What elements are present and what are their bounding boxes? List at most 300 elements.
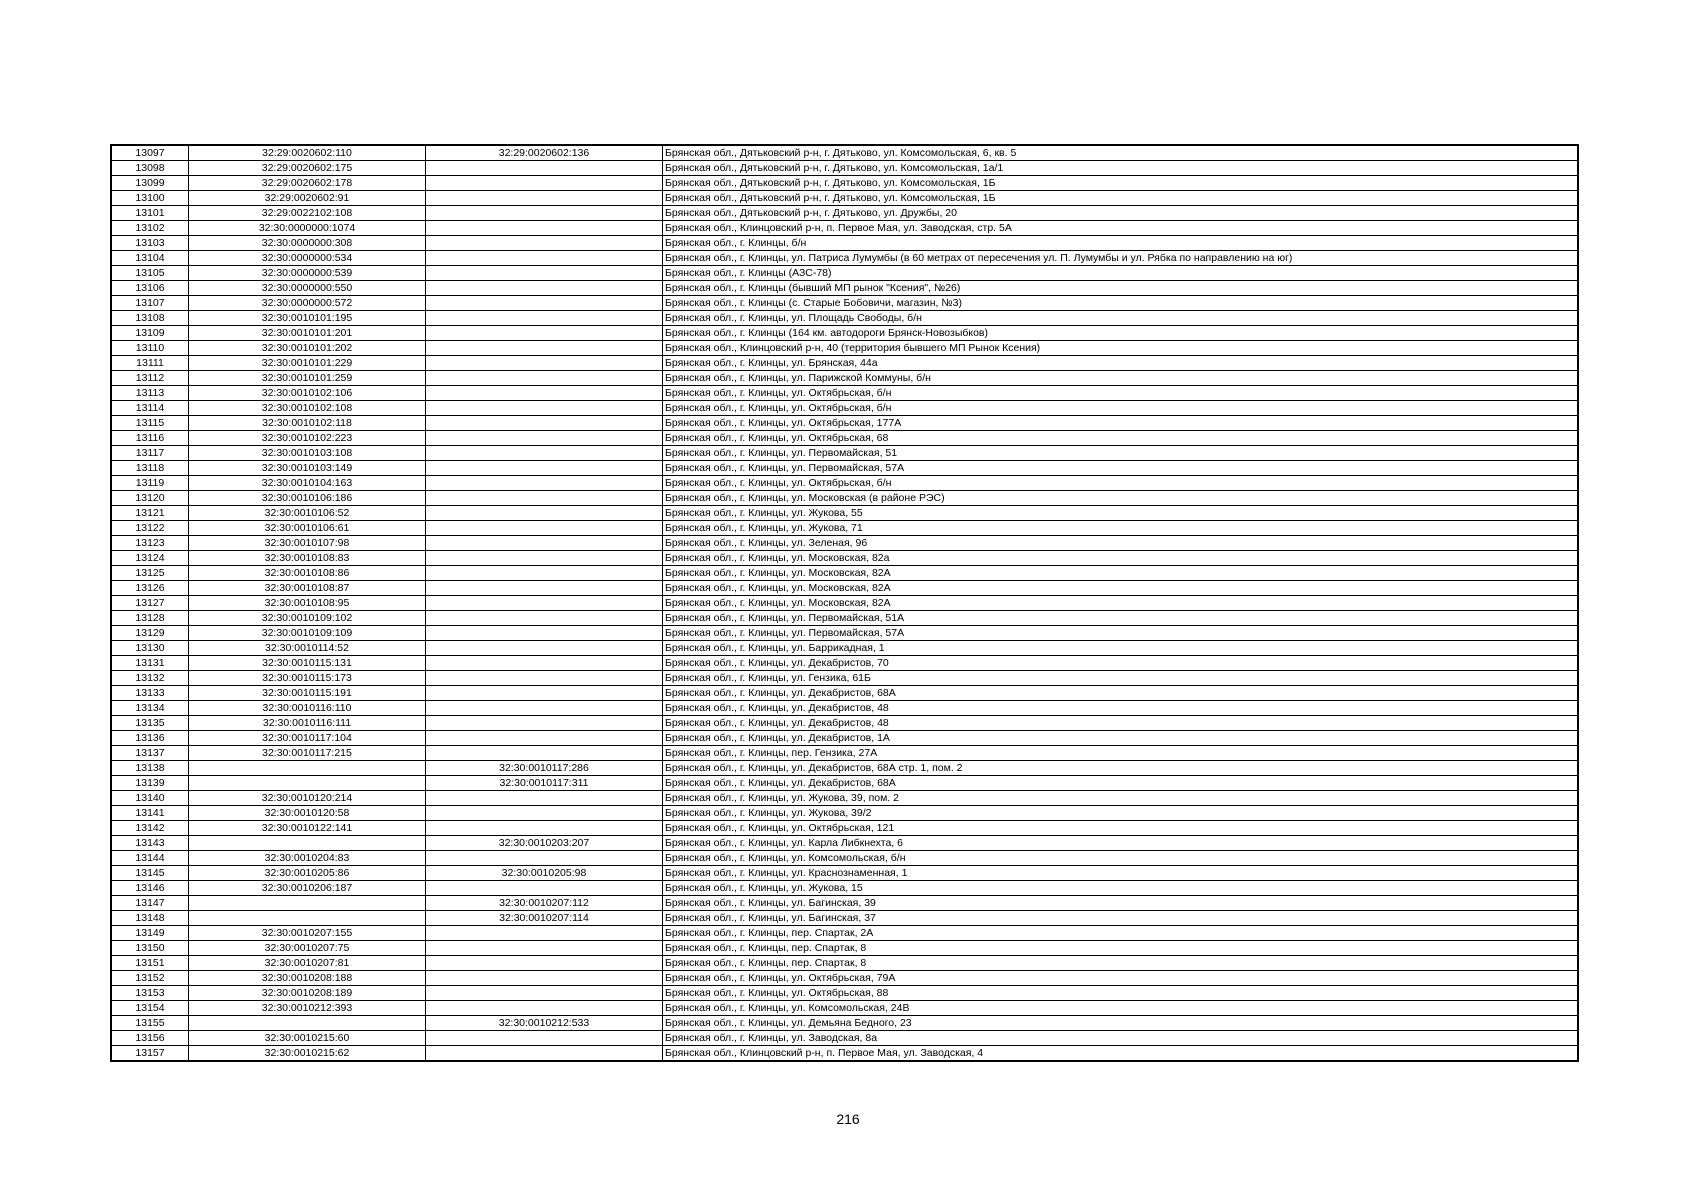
address-cell: Брянская обл., г. Клинцы (бывший МП рынок "Ксения", №26): [663, 281, 1579, 296]
related-cadastral-number-cell: [426, 971, 663, 986]
cadastral-number-cell: 32:30:0010120:58: [189, 806, 426, 821]
row-number-cell: 13137: [111, 746, 189, 761]
cadastral-number-cell: 32:30:0010106:186: [189, 491, 426, 506]
address-cell: Брянская обл., г. Клинцы, ул. Площадь Свободы, б/н: [663, 311, 1579, 326]
address-cell: Брянская обл., г. Клинцы, ул. Багинская, 39: [663, 896, 1579, 911]
address-cell: Брянская обл., Дятьковский р-н, г. Дятьково, ул. Комсомольская, 1Б: [663, 191, 1579, 206]
cadastral-number-cell: 32:30:0010120:214: [189, 791, 426, 806]
table-row: [111, 341, 1578, 356]
table-row: [111, 191, 1578, 206]
row-number-cell: 13144: [111, 851, 189, 866]
related-cadastral-number-cell: [426, 371, 663, 386]
row-number-cell: 13121: [111, 506, 189, 521]
related-cadastral-number-cell: [426, 941, 663, 956]
address-cell: Брянская обл., г. Клинцы, ул. Брянская, 44а: [663, 356, 1579, 371]
address-cell: Брянская обл., г. Клинцы (АЗС-78): [663, 266, 1579, 281]
address-cell: Брянская обл., г. Клинцы, ул. Гензика, 61Б: [663, 671, 1579, 686]
related-cadastral-number-cell: [426, 956, 663, 971]
related-cadastral-number-cell: [426, 491, 663, 506]
related-cadastral-number-cell: 32:30:0010212:533: [426, 1016, 663, 1031]
table-row: [111, 881, 1578, 896]
cadastral-number-cell: 32:30:0010117:215: [189, 746, 426, 761]
table-row: [111, 221, 1578, 236]
table-row: [111, 401, 1578, 416]
row-number-cell: 13140: [111, 791, 189, 806]
table-row: [111, 896, 1578, 911]
table-row: [111, 806, 1578, 821]
row-number-cell: 13111: [111, 356, 189, 371]
address-cell: Брянская обл., г. Клинцы, ул. Октябрьская, 177А: [663, 416, 1579, 431]
cadastral-number-cell: 32:30:0010114:52: [189, 641, 426, 656]
related-cadastral-number-cell: [426, 536, 663, 551]
row-number-cell: 13145: [111, 866, 189, 881]
related-cadastral-number-cell: [426, 521, 663, 536]
address-cell: Брянская обл., г. Клинцы, ул. Московская (в районе РЭС): [663, 491, 1579, 506]
address-cell: Брянская обл., г. Клинцы, б/н: [663, 236, 1579, 251]
row-number-cell: 13155: [111, 1016, 189, 1031]
address-cell: Брянская обл., Клинцовский р-н, п. Первое Мая, ул. Заводская, стр. 5А: [663, 221, 1579, 236]
table-row: [111, 206, 1578, 221]
related-cadastral-number-cell: [426, 251, 663, 266]
table-row: [111, 566, 1578, 581]
row-number-cell: 13126: [111, 581, 189, 596]
row-number-cell: 13129: [111, 626, 189, 641]
related-cadastral-number-cell: [426, 686, 663, 701]
table-row: [111, 176, 1578, 191]
cadastral-number-cell: 32:30:0000000:572: [189, 296, 426, 311]
row-number-cell: 13130: [111, 641, 189, 656]
cadastral-number-cell: [189, 836, 426, 851]
related-cadastral-number-cell: [426, 236, 663, 251]
table-row: [111, 701, 1578, 716]
related-cadastral-number-cell: [426, 1031, 663, 1046]
cadastral-number-cell: 32:30:0010101:195: [189, 311, 426, 326]
row-number-cell: 13105: [111, 266, 189, 281]
related-cadastral-number-cell: [426, 881, 663, 896]
cadastral-number-cell: 32:30:0010204:83: [189, 851, 426, 866]
row-number-cell: 13100: [111, 191, 189, 206]
row-number-cell: 13099: [111, 176, 189, 191]
related-cadastral-number-cell: [426, 551, 663, 566]
row-number-cell: 13106: [111, 281, 189, 296]
address-cell: Брянская обл., г. Клинцы, ул. Московская, 82А: [663, 566, 1579, 581]
row-number-cell: 13118: [111, 461, 189, 476]
address-cell: Брянская обл., г. Клинцы, ул. Первомайская, 57А: [663, 461, 1579, 476]
table-row: [111, 761, 1578, 776]
related-cadastral-number-cell: [426, 416, 663, 431]
address-cell: Брянская обл., г. Клинцы (164 км. автодороги Брянск-Новозыбков): [663, 326, 1579, 341]
related-cadastral-number-cell: [426, 206, 663, 221]
related-cadastral-number-cell: [426, 506, 663, 521]
related-cadastral-number-cell: [426, 581, 663, 596]
cadastral-number-cell: 32:30:0010103:108: [189, 446, 426, 461]
table-row: [111, 371, 1578, 386]
table-row: [111, 1016, 1578, 1031]
table-row: [111, 641, 1578, 656]
related-cadastral-number-cell: 32:30:0010205:98: [426, 866, 663, 881]
related-cadastral-number-cell: [426, 356, 663, 371]
address-cell: Брянская обл., г. Клинцы, пер. Спартак, 2А: [663, 926, 1579, 941]
table-row: [111, 296, 1578, 311]
address-cell: Брянская обл., г. Клинцы, ул. Карла Либкнехта, 6: [663, 836, 1579, 851]
row-number-cell: 13127: [111, 596, 189, 611]
address-cell: Брянская обл., г. Клинцы, ул. Декабристов, 48: [663, 716, 1579, 731]
related-cadastral-number-cell: [426, 476, 663, 491]
row-number-cell: 13107: [111, 296, 189, 311]
cadastral-number-cell: 32:30:0000000:308: [189, 236, 426, 251]
address-cell: Брянская обл., г. Клинцы, ул. Московская, 82А: [663, 581, 1579, 596]
related-cadastral-number-cell: [426, 986, 663, 1001]
related-cadastral-number-cell: [426, 821, 663, 836]
table-row: [111, 386, 1578, 401]
cadastral-number-cell: 32:30:0010108:87: [189, 581, 426, 596]
address-cell: Брянская обл., г. Клинцы, ул. Демьяна Бедного, 23: [663, 1016, 1579, 1031]
row-number-cell: 13119: [111, 476, 189, 491]
address-cell: Брянская обл., г. Клинцы, ул. Октябрьская, 88: [663, 986, 1579, 1001]
related-cadastral-number-cell: [426, 701, 663, 716]
table-row: [111, 446, 1578, 461]
row-number-cell: 13131: [111, 656, 189, 671]
table-row: [111, 656, 1578, 671]
table-row: [111, 461, 1578, 476]
related-cadastral-number-cell: [426, 221, 663, 236]
related-cadastral-number-cell: 32:30:0010117:286: [426, 761, 663, 776]
row-number-cell: 13133: [111, 686, 189, 701]
address-cell: Брянская обл., г. Клинцы, ул. Декабристов, 48: [663, 701, 1579, 716]
cadastral-number-cell: 32:29:0020602:110: [189, 145, 426, 161]
address-cell: Брянская обл., г. Клинцы, ул. Зеленая, 96: [663, 536, 1579, 551]
cadastral-number-cell: 32:30:0010102:223: [189, 431, 426, 446]
address-cell: Брянская обл., г. Клинцы, ул. Жукова, 15: [663, 881, 1579, 896]
table-row: [111, 236, 1578, 251]
row-number-cell: 13149: [111, 926, 189, 941]
cadastral-number-cell: [189, 776, 426, 791]
table-row: [111, 1046, 1578, 1062]
cadastral-number-cell: [189, 1016, 426, 1031]
address-cell: Брянская обл., г. Клинцы, ул. Краснознаменная, 1: [663, 866, 1579, 881]
table-row: [111, 851, 1578, 866]
row-number-cell: 13141: [111, 806, 189, 821]
cadastral-number-cell: 32:30:0010109:109: [189, 626, 426, 641]
related-cadastral-number-cell: [426, 401, 663, 416]
row-number-cell: 13116: [111, 431, 189, 446]
row-number-cell: 13120: [111, 491, 189, 506]
address-cell: Брянская обл., г. Клинцы, пер. Гензика, 27А: [663, 746, 1579, 761]
address-cell: Брянская обл., Клинцовский р-н, 40 (территория бывшего МП Рынок Ксения): [663, 341, 1579, 356]
cadastral-number-cell: 32:30:0000000:1074: [189, 221, 426, 236]
row-number-cell: 13114: [111, 401, 189, 416]
row-number-cell: 13154: [111, 1001, 189, 1016]
cadastral-number-cell: 32:30:0010207:81: [189, 956, 426, 971]
table-row: [111, 266, 1578, 281]
cadastral-number-cell: 32:30:0010101:201: [189, 326, 426, 341]
page-number: 216: [836, 1111, 860, 1127]
cadastral-number-cell: 32:30:0010106:61: [189, 521, 426, 536]
cadastral-number-cell: 32:30:0010212:393: [189, 1001, 426, 1016]
related-cadastral-number-cell: [426, 461, 663, 476]
row-number-cell: 13125: [111, 566, 189, 581]
related-cadastral-number-cell: [426, 281, 663, 296]
cadastral-number-cell: 32:30:0010107:98: [189, 536, 426, 551]
table-row: [111, 716, 1578, 731]
row-number-cell: 13103: [111, 236, 189, 251]
cadastral-number-cell: 32:29:0022102:108: [189, 206, 426, 221]
row-number-cell: 13108: [111, 311, 189, 326]
related-cadastral-number-cell: [426, 161, 663, 176]
table-row: [111, 311, 1578, 326]
cadastral-number-cell: 32:30:0010108:95: [189, 596, 426, 611]
cadastral-number-cell: 32:30:0010103:149: [189, 461, 426, 476]
address-cell: Брянская обл., г. Клинцы, ул. Декабристов, 68А: [663, 686, 1579, 701]
cadastral-number-cell: 32:30:0010205:86: [189, 866, 426, 881]
address-cell: Брянская обл., г. Клинцы, пер. Спартак, 8: [663, 941, 1579, 956]
table-row: [111, 161, 1578, 176]
related-cadastral-number-cell: [426, 1001, 663, 1016]
row-number-cell: 13115: [111, 416, 189, 431]
table-row: [111, 686, 1578, 701]
cadastral-number-cell: 32:29:0020602:178: [189, 176, 426, 191]
row-number-cell: 13148: [111, 911, 189, 926]
cadastral-number-cell: 32:30:0010115:191: [189, 686, 426, 701]
address-cell: Брянская обл., г. Клинцы, ул. Декабристов, 68А: [663, 776, 1579, 791]
cadastral-number-cell: 32:30:0010208:189: [189, 986, 426, 1001]
related-cadastral-number-cell: [426, 671, 663, 686]
address-cell: Брянская обл., г. Клинцы, ул. Заводская, 8а: [663, 1031, 1579, 1046]
row-number-cell: 13152: [111, 971, 189, 986]
row-number-cell: 13138: [111, 761, 189, 776]
row-number-cell: 13098: [111, 161, 189, 176]
row-number-cell: 13102: [111, 221, 189, 236]
cadastral-number-cell: 32:30:0010102:108: [189, 401, 426, 416]
address-cell: Брянская обл., г. Клинцы, ул. Комсомольская, 24В: [663, 1001, 1579, 1016]
related-cadastral-number-cell: [426, 446, 663, 461]
address-cell: Брянская обл., г. Клинцы, ул. Баррикадная, 1: [663, 641, 1579, 656]
row-number-cell: 13142: [111, 821, 189, 836]
table-row: [111, 776, 1578, 791]
cadastral-number-cell: 32:30:0010102:118: [189, 416, 426, 431]
related-cadastral-number-cell: [426, 626, 663, 641]
table-row: [111, 581, 1578, 596]
table-row: [111, 416, 1578, 431]
row-number-cell: 13110: [111, 341, 189, 356]
table-row: [111, 671, 1578, 686]
related-cadastral-number-cell: [426, 806, 663, 821]
address-cell: Брянская обл., г. Клинцы, ул. Московская, 82а: [663, 551, 1579, 566]
table-row: [111, 551, 1578, 566]
row-number-cell: 13150: [111, 941, 189, 956]
row-number-cell: 13113: [111, 386, 189, 401]
address-cell: Брянская обл., г. Клинцы, ул. Жукова, 71: [663, 521, 1579, 536]
table-row: [111, 791, 1578, 806]
cadastral-number-cell: 32:30:0010208:188: [189, 971, 426, 986]
table-row: [111, 731, 1578, 746]
row-number-cell: 13146: [111, 881, 189, 896]
row-number-cell: 13109: [111, 326, 189, 341]
address-cell: Брянская обл., г. Клинцы, ул. Первомайская, 51: [663, 446, 1579, 461]
table-row: [111, 836, 1578, 851]
cadastral-number-cell: [189, 911, 426, 926]
table-row: [111, 145, 1578, 161]
table-row: [111, 536, 1578, 551]
address-cell: Брянская обл., г. Клинцы, ул. Октябрьская, 79А: [663, 971, 1579, 986]
table-row: [111, 326, 1578, 341]
address-cell: Брянская обл., г. Клинцы, ул. Багинская, 37: [663, 911, 1579, 926]
related-cadastral-number-cell: [426, 326, 663, 341]
address-cell: Брянская обл., г. Клинцы, ул. Жукова, 55: [663, 506, 1579, 521]
related-cadastral-number-cell: [426, 716, 663, 731]
related-cadastral-number-cell: [426, 296, 663, 311]
cadastral-number-cell: 32:30:0010115:173: [189, 671, 426, 686]
row-number-cell: 13139: [111, 776, 189, 791]
table-row: [111, 986, 1578, 1001]
related-cadastral-number-cell: [426, 851, 663, 866]
related-cadastral-number-cell: [426, 431, 663, 446]
related-cadastral-number-cell: [426, 641, 663, 656]
cadastral-number-cell: 32:30:0010206:187: [189, 881, 426, 896]
cadastral-number-cell: 32:30:0010109:102: [189, 611, 426, 626]
address-cell: Брянская обл., г. Клинцы, ул. Первомайская, 51А: [663, 611, 1579, 626]
cadastral-number-cell: 32:30:0010116:110: [189, 701, 426, 716]
cadastral-number-cell: 32:30:0010215:60: [189, 1031, 426, 1046]
cadastral-number-cell: 32:30:0010102:106: [189, 386, 426, 401]
table-row: [111, 626, 1578, 641]
table-row: [111, 821, 1578, 836]
table-row: [111, 431, 1578, 446]
address-cell: Брянская обл., г. Клинцы, ул. Октябрьская, 121: [663, 821, 1579, 836]
address-cell: Брянская обл., г. Клинцы, ул. Патриса Лумумбы (в 60 метрах от пересечения ул. П. Лумумбы и ул. Рябка по направлению на юг): [663, 251, 1579, 266]
address-cell: Брянская обл., Дятьковский р-н, г. Дятьково, ул. Комсомольская, 6, кв. 5: [663, 145, 1579, 161]
row-number-cell: 13112: [111, 371, 189, 386]
cadastral-number-cell: 32:30:0010101:202: [189, 341, 426, 356]
related-cadastral-number-cell: 32:30:0010203:207: [426, 836, 663, 851]
row-number-cell: 13134: [111, 701, 189, 716]
row-number-cell: 13132: [111, 671, 189, 686]
row-number-cell: 13135: [111, 716, 189, 731]
related-cadastral-number-cell: [426, 746, 663, 761]
address-cell: Брянская обл., г. Клинцы (с. Старые Бобовичи, магазин, №3): [663, 296, 1579, 311]
cadastral-number-cell: 32:30:0010101:259: [189, 371, 426, 386]
cadastral-number-cell: 32:30:0010207:155: [189, 926, 426, 941]
row-number-cell: 13117: [111, 446, 189, 461]
row-number-cell: 13147: [111, 896, 189, 911]
related-cadastral-number-cell: 32:30:0010117:311: [426, 776, 663, 791]
related-cadastral-number-cell: [426, 266, 663, 281]
address-cell: Брянская обл., г. Клинцы, ул. Декабристов, 1А: [663, 731, 1579, 746]
address-cell: Брянская обл., г. Клинцы, пер. Спартак, 8: [663, 956, 1579, 971]
cadastral-number-cell: 32:30:0010101:229: [189, 356, 426, 371]
row-number-cell: 13153: [111, 986, 189, 1001]
table-row: [111, 971, 1578, 986]
cadastral-number-cell: 32:30:0000000:539: [189, 266, 426, 281]
address-cell: Брянская обл., г. Клинцы, ул. Комсомольская, б/н: [663, 851, 1579, 866]
related-cadastral-number-cell: 32:30:0010207:114: [426, 911, 663, 926]
related-cadastral-number-cell: [426, 311, 663, 326]
address-cell: Брянская обл., г. Клинцы, ул. Декабристов, 68А стр. 1, пом. 2: [663, 761, 1579, 776]
cadastral-number-cell: [189, 896, 426, 911]
cadastral-number-cell: 32:30:0010207:75: [189, 941, 426, 956]
related-cadastral-number-cell: [426, 611, 663, 626]
cadastral-number-cell: 32:30:0010116:111: [189, 716, 426, 731]
row-number-cell: 13104: [111, 251, 189, 266]
cadastral-number-cell: 32:29:0020602:91: [189, 191, 426, 206]
table-row: [111, 596, 1578, 611]
table-row: [111, 926, 1578, 941]
address-cell: Брянская обл., г. Клинцы, ул. Декабристов, 70: [663, 656, 1579, 671]
address-cell: Брянская обл., Дятьковский р-н, г. Дятьково, ул. Комсомольская, 1Б: [663, 176, 1579, 191]
related-cadastral-number-cell: 32:29:0020602:136: [426, 145, 663, 161]
row-number-cell: 13151: [111, 956, 189, 971]
table-row: [111, 866, 1578, 881]
related-cadastral-number-cell: [426, 386, 663, 401]
row-number-cell: 13097: [111, 145, 189, 161]
address-cell: Брянская обл., Дятьковский р-н, г. Дятьково, ул. Комсомольская, 1а/1: [663, 161, 1579, 176]
related-cadastral-number-cell: [426, 791, 663, 806]
table-row: [111, 1001, 1578, 1016]
related-cadastral-number-cell: [426, 191, 663, 206]
related-cadastral-number-cell: [426, 731, 663, 746]
related-cadastral-number-cell: [426, 596, 663, 611]
cadastral-number-cell: [189, 761, 426, 776]
address-cell: Брянская обл., Клинцовский р-н, п. Первое Мая, ул. Заводская, 4: [663, 1046, 1579, 1062]
row-number-cell: 13143: [111, 836, 189, 851]
cadastral-number-cell: 32:30:0010122:141: [189, 821, 426, 836]
related-cadastral-number-cell: [426, 176, 663, 191]
cadastral-number-cell: 32:30:0010108:86: [189, 566, 426, 581]
table-row: [111, 506, 1578, 521]
table-row: [111, 491, 1578, 506]
row-number-cell: 13128: [111, 611, 189, 626]
related-cadastral-number-cell: [426, 566, 663, 581]
cadastral-number-cell: 32:30:0000000:550: [189, 281, 426, 296]
table-row: [111, 911, 1578, 926]
table-row: [111, 611, 1578, 626]
table-row: [111, 941, 1578, 956]
address-cell: Брянская обл., Дятьковский р-н, г. Дятьково, ул. Дружбы, 20: [663, 206, 1579, 221]
related-cadastral-number-cell: [426, 656, 663, 671]
row-number-cell: 13157: [111, 1046, 189, 1062]
table-row: [111, 356, 1578, 371]
row-number-cell: 13124: [111, 551, 189, 566]
related-cadastral-number-cell: [426, 341, 663, 356]
address-cell: Брянская обл., г. Клинцы, ул. Парижской Коммуны, б/н: [663, 371, 1579, 386]
row-number-cell: 13156: [111, 1031, 189, 1046]
table-row: [111, 251, 1578, 266]
address-cell: Брянская обл., г. Клинцы, ул. Жукова, 39/2: [663, 806, 1579, 821]
cadastral-number-cell: 32:30:0010108:83: [189, 551, 426, 566]
cadastral-number-cell: 32:29:0020602:175: [189, 161, 426, 176]
property-table: [110, 144, 1579, 1062]
address-cell: Брянская обл., г. Клинцы, ул. Октябрьская, б/н: [663, 386, 1579, 401]
cadastral-number-cell: 32:30:0000000:534: [189, 251, 426, 266]
table-row: [111, 746, 1578, 761]
property-table-body: [111, 145, 1578, 1061]
related-cadastral-number-cell: 32:30:0010207:112: [426, 896, 663, 911]
cadastral-number-cell: 32:30:0010104:163: [189, 476, 426, 491]
address-cell: Брянская обл., г. Клинцы, ул. Октябрьская, 68: [663, 431, 1579, 446]
row-number-cell: 13123: [111, 536, 189, 551]
table-row: [111, 476, 1578, 491]
table-row: [111, 1031, 1578, 1046]
address-cell: Брянская обл., г. Клинцы, ул. Октябрьская, б/н: [663, 476, 1579, 491]
cadastral-number-cell: 32:30:0010115:131: [189, 656, 426, 671]
address-cell: Брянская обл., г. Клинцы, ул. Московская, 82А: [663, 596, 1579, 611]
related-cadastral-number-cell: [426, 1046, 663, 1062]
related-cadastral-number-cell: [426, 926, 663, 941]
row-number-cell: 13136: [111, 731, 189, 746]
table-row: [111, 281, 1578, 296]
cadastral-number-cell: 32:30:0010215:62: [189, 1046, 426, 1062]
row-number-cell: 13101: [111, 206, 189, 221]
